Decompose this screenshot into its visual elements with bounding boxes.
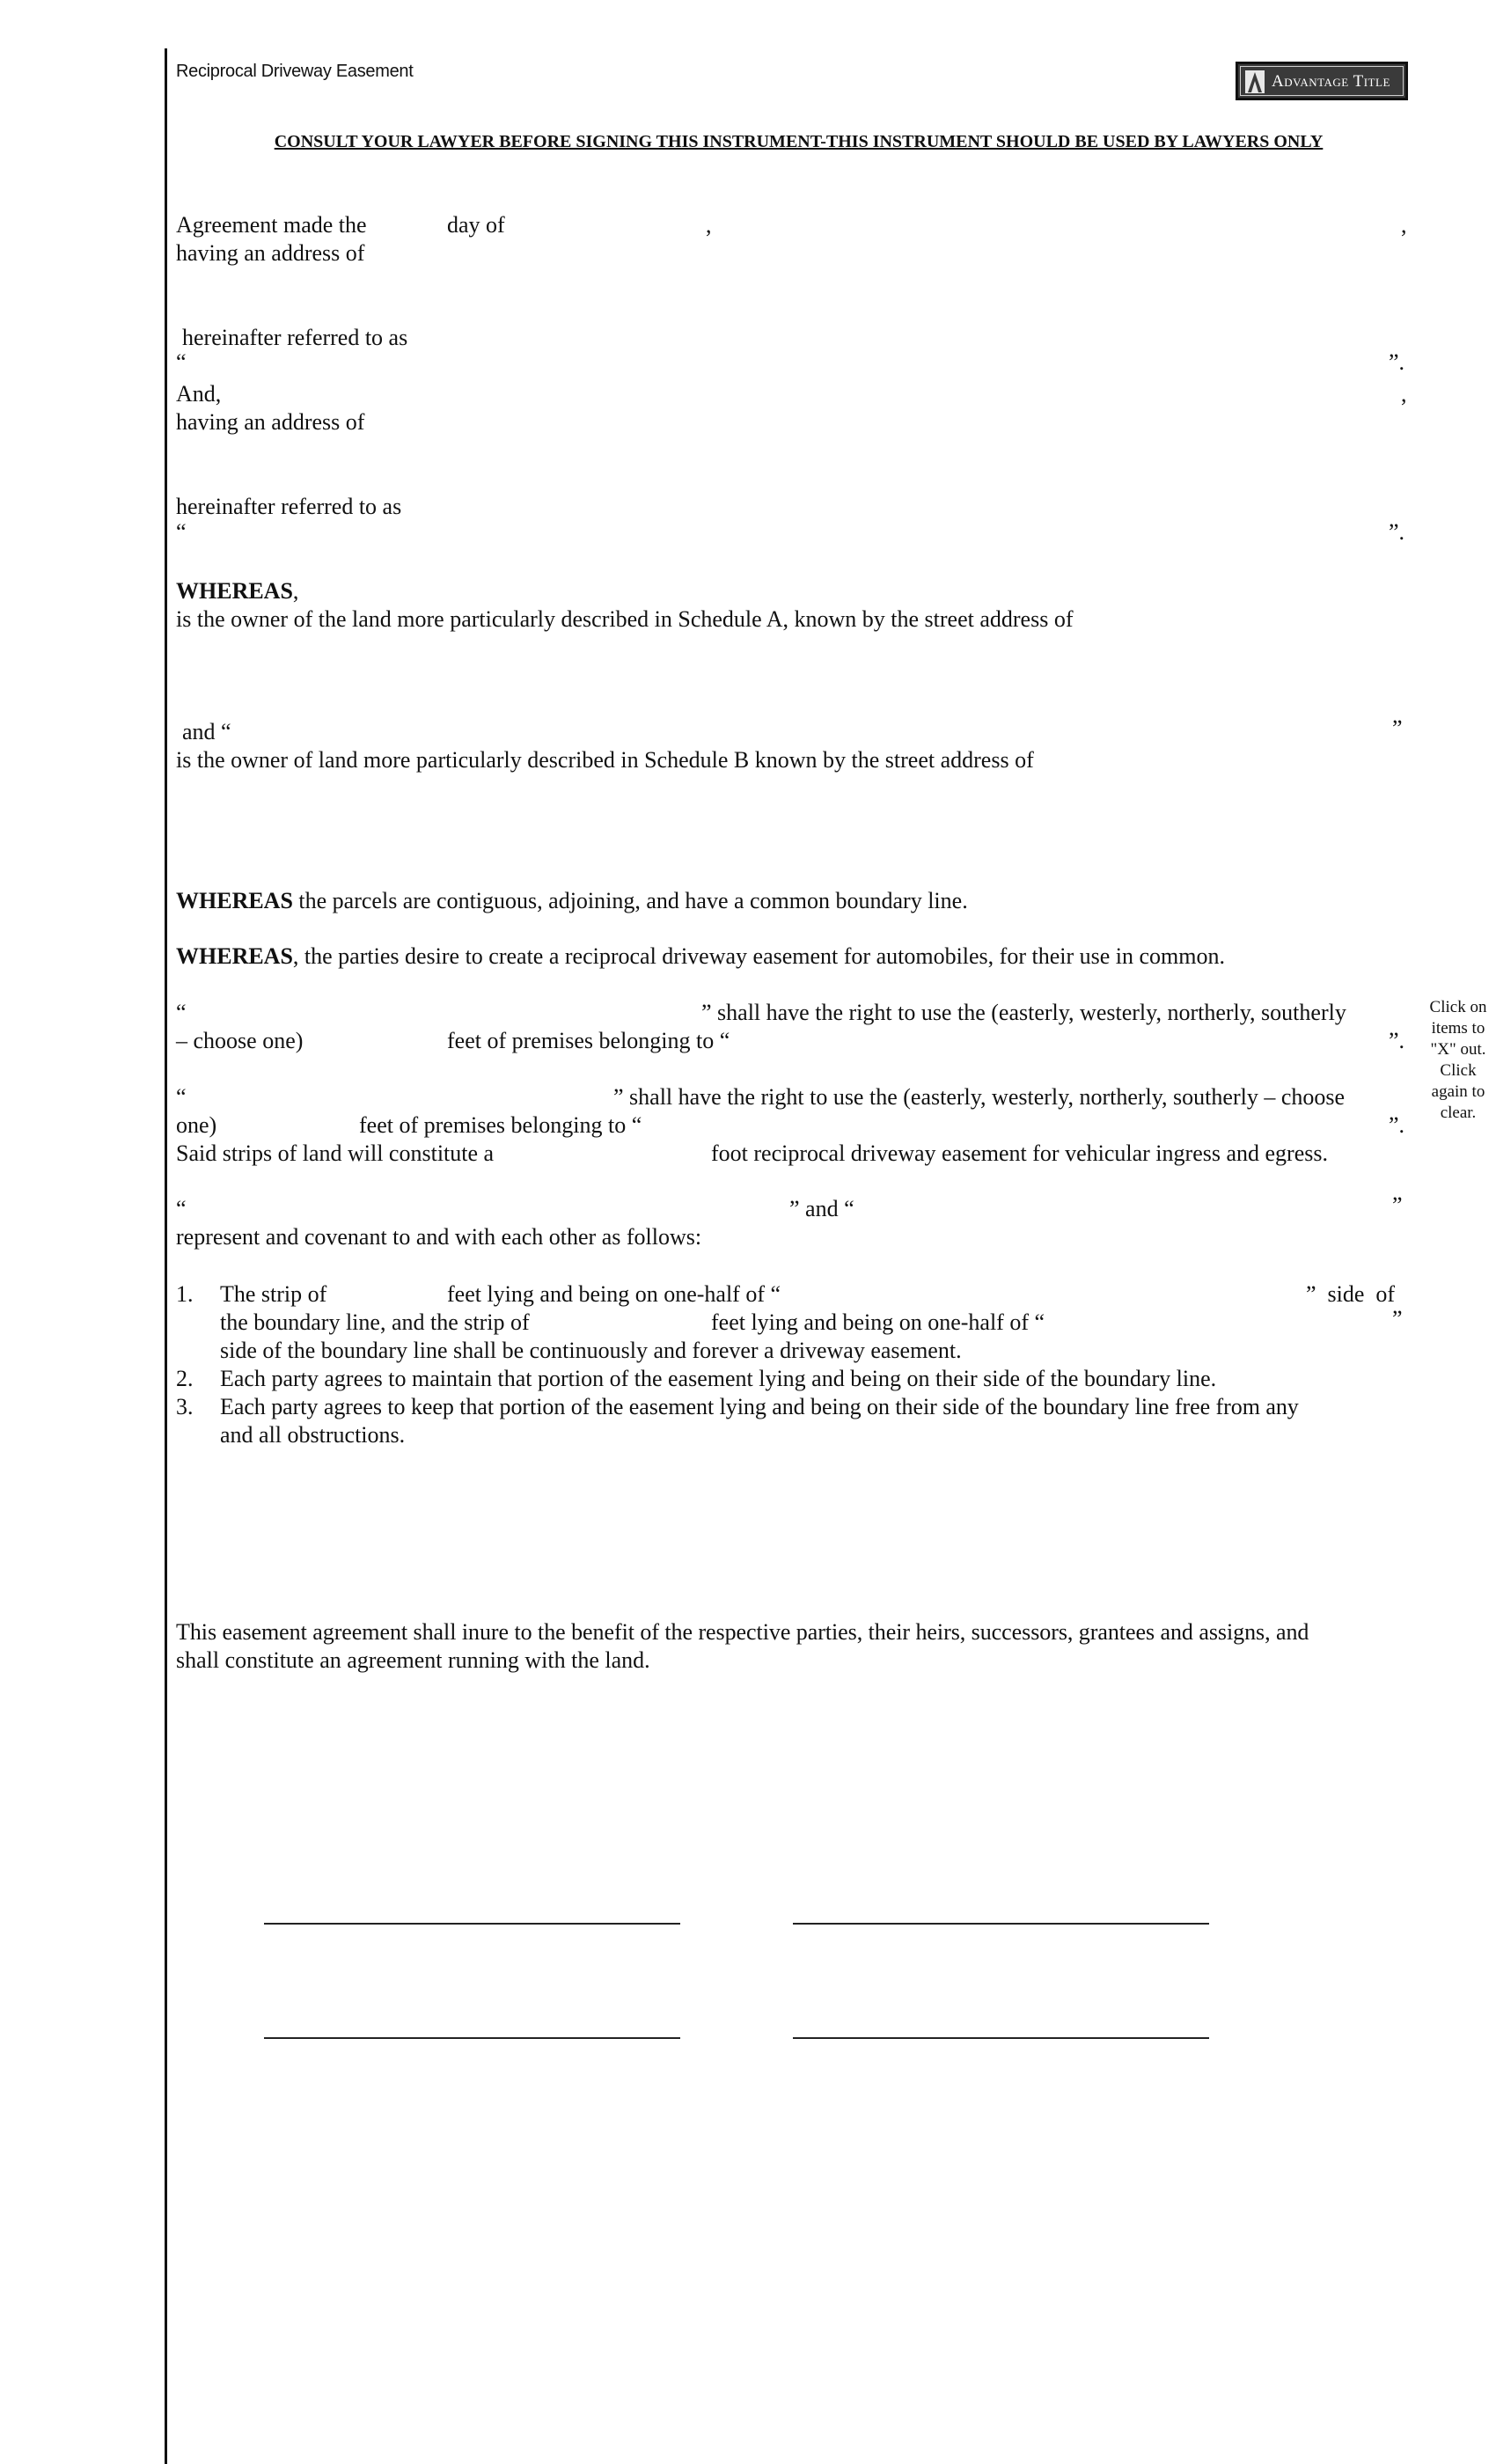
covenant-1-e: feet lying and being on one-half of “ xyxy=(711,1309,1045,1335)
close-quote-6: ” xyxy=(1392,1192,1403,1218)
and-label: And, xyxy=(176,381,222,407)
comma-2: , xyxy=(1401,212,1407,238)
covenant-1-f: side of the boundary line shall be continuously and forever a driveway easement. xyxy=(220,1338,962,1363)
comma-3: , xyxy=(1401,381,1407,407)
click-instruction-note: Click on items to "X" out. Click again to clear. xyxy=(1429,998,1487,1122)
open-quote-5: “ xyxy=(176,1196,187,1221)
and-mid-quote: ” and “ xyxy=(789,1196,854,1221)
open-quote-3: “ xyxy=(176,1000,187,1025)
rights-p1-line1: ” shall have the right to use the (easterly, westerly, northerly, southerly xyxy=(701,1000,1346,1025)
owner-b-text: is the owner of land more particularly described in Schedule B known by the street address of xyxy=(176,747,1034,773)
covenant-1-a: The strip of xyxy=(220,1281,327,1307)
referred-label-1: hereinafter referred to as xyxy=(182,325,408,350)
strips-text-a: Said strips of land will constitute a xyxy=(176,1140,495,1166)
list-number-1: 1. xyxy=(176,1281,194,1307)
rights-p2-one: one) xyxy=(176,1112,217,1138)
covenant-3-a: Each party agrees to keep that portion of the easement lying and being on their side of the boundary line free from any xyxy=(220,1394,1299,1419)
list-number-2: 2. xyxy=(176,1366,194,1391)
signature-line-4[interactable] xyxy=(793,2037,1209,2039)
logo-text: Advantage Title xyxy=(1272,72,1390,91)
open-quote-1: “ xyxy=(176,349,187,375)
close-quote-3: ” xyxy=(1392,715,1403,741)
open-quote-2: “ xyxy=(176,519,187,545)
agreement-made-label: Agreement made the xyxy=(176,212,367,238)
close-quote-4: ”. xyxy=(1389,1028,1405,1053)
rights-p1-choose: – choose one) xyxy=(176,1028,304,1053)
covenant-1-d: the boundary line, and the strip of xyxy=(220,1309,530,1335)
owner-a-text: is the owner of the land more particularly described in Schedule A, known by the street address of xyxy=(176,606,1074,632)
and-quote: and “ xyxy=(182,719,231,744)
close-quote-1: ”. xyxy=(1389,349,1405,375)
close-quote-7: ” xyxy=(1392,1306,1403,1331)
rights-p1-feet: feet of premises belonging to “ xyxy=(447,1028,730,1053)
covenant-3-b: and all obstructions. xyxy=(220,1422,406,1448)
whereas-desire: WHEREAS, the parties desire to create a reciprocal driveway easement for automobiles, for their use in common. xyxy=(176,943,1226,969)
logo-a-icon xyxy=(1245,70,1265,93)
advantage-title-logo xyxy=(1236,62,1408,100)
form-title: Reciprocal Driveway Easement xyxy=(176,62,414,81)
referred-label-2: hereinafter referred to as xyxy=(176,494,402,519)
signature-line-2[interactable] xyxy=(793,1923,1209,1925)
covenant-1-c: ” side of xyxy=(1306,1281,1396,1307)
closing-line-1: This easement agreement shall inure to the benefit of the respective parties, their heirs, successors, grantees and assigns, and xyxy=(176,1619,1309,1645)
covenant-text: represent and covenant to and with each other as follows: xyxy=(176,1224,702,1250)
address-label-2: having an address of xyxy=(176,409,365,435)
consult-lawyer-notice: CONSULT YOUR LAWYER BEFORE SIGNING THIS INSTRUMENT-THIS INSTRUMENT SHOULD BE USED BY LAWYERS ONLY xyxy=(274,132,1324,151)
whereas-contiguous: WHEREAS the parcels are contiguous, adjoining, and have a common boundary line. xyxy=(176,888,968,913)
strips-text-b: foot reciprocal driveway easement for vehicular ingress and egress. xyxy=(711,1140,1328,1166)
whereas-1: WHEREAS, xyxy=(176,578,299,604)
list-number-3: 3. xyxy=(176,1394,194,1419)
signature-line-3[interactable] xyxy=(264,2037,680,2039)
closing-line-2: shall constitute an agreement running with the land. xyxy=(176,1647,650,1673)
covenant-2: Each party agrees to maintain that portion of the easement lying and being on their side of the boundary line. xyxy=(220,1366,1217,1391)
open-quote-4: “ xyxy=(176,1084,187,1110)
day-of-label: day of xyxy=(447,212,505,238)
rights-p2-line1: ” shall have the right to use the (easterly, westerly, northerly, southerly – choose xyxy=(613,1084,1346,1110)
signature-line-1[interactable] xyxy=(264,1923,680,1925)
comma-1: , xyxy=(706,212,712,238)
address-label-1: having an address of xyxy=(176,240,365,266)
close-quote-5: ”. xyxy=(1389,1112,1405,1138)
covenant-1-b: feet lying and being on one-half of “ xyxy=(447,1281,781,1307)
close-quote-2: ”. xyxy=(1389,519,1405,545)
rights-p2-feet: feet of premises belonging to “ xyxy=(359,1112,642,1138)
left-margin-rule xyxy=(165,48,167,2464)
